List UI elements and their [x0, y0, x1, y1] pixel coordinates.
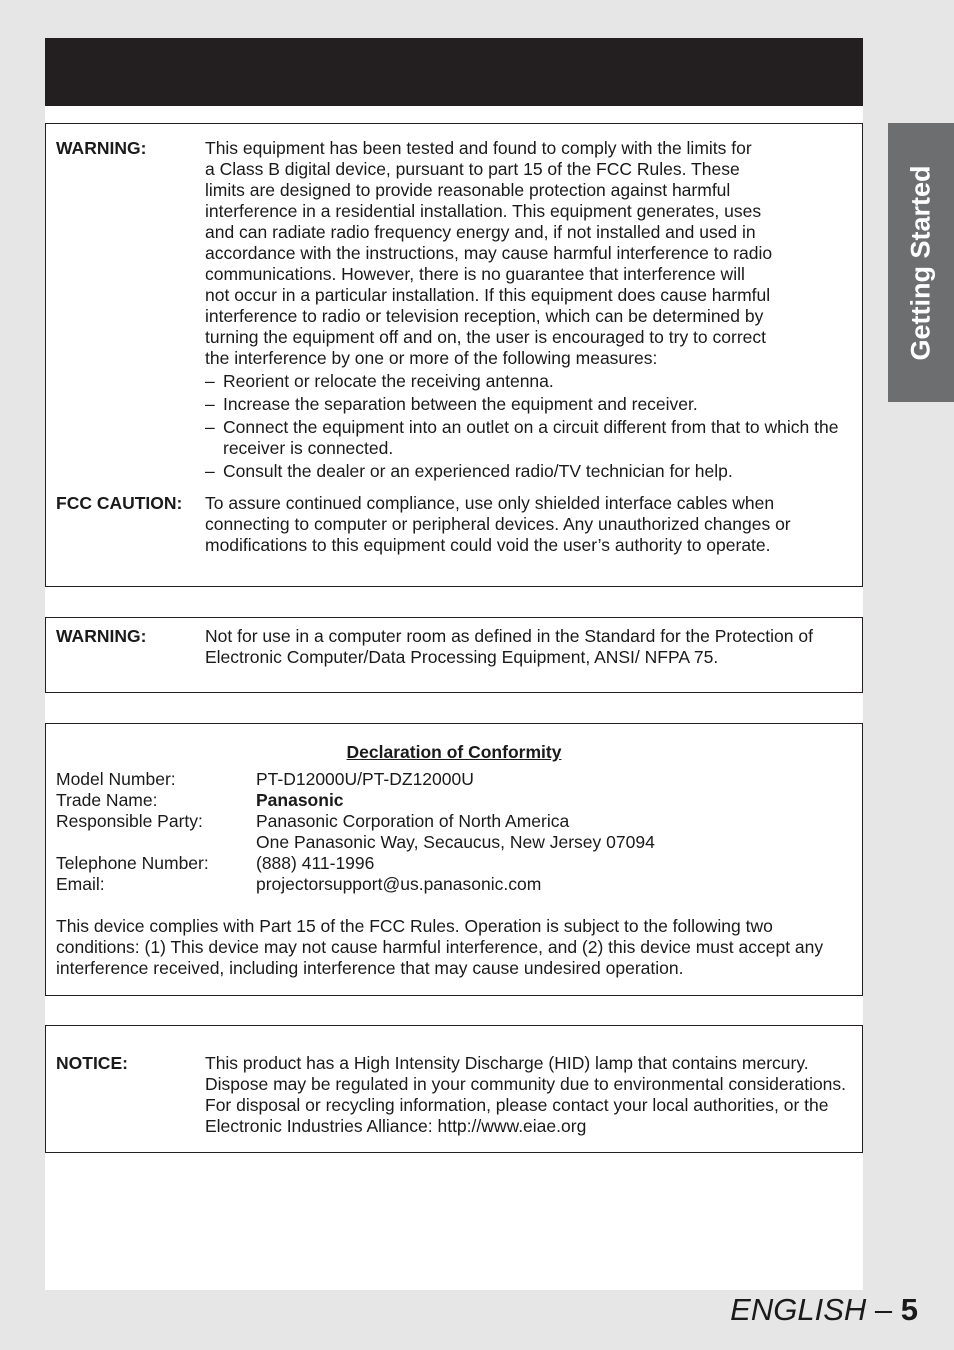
list-item: [205, 461, 858, 482]
measure-text: Consult the dealer or an experienced radio/TV technician for help.: [223, 461, 733, 481]
phone-label: Telephone Number:: [56, 853, 209, 873]
measure-text: Connect the equipment into an outlet on a circuit different from that to which the receiver is connected.: [223, 417, 839, 458]
dash-marker: –: [205, 461, 215, 481]
conformity-box: [45, 723, 863, 996]
trade-value: Panasonic: [256, 790, 344, 810]
list-item: [205, 371, 858, 392]
warning-line: This equipment has been tested and found to comply with the limits for: [205, 138, 752, 158]
warning-line: turning the equipment off and on, the user is encouraged to try to correct: [205, 327, 766, 347]
warning-line: interference in a residential installation. This equipment generates, uses: [205, 201, 762, 221]
notice-label: NOTICE:: [56, 1053, 128, 1073]
warning-line: accordance with the instructions, may cause harmful interference to radio: [205, 243, 773, 263]
footer-language: ENGLISH: [730, 1292, 867, 1327]
footer-separator: –: [866, 1292, 901, 1327]
page-footer: [730, 1292, 918, 1328]
list-item: [205, 394, 858, 415]
email-value: projectorsupport@us.panasonic.com: [256, 874, 542, 894]
warning-line: limits are designed to provide reasonable protection against harmful: [205, 180, 731, 200]
conformity-title: Declaration of Conformity: [346, 742, 562, 762]
notice-box: [45, 1025, 863, 1153]
nfpa-warning-text: Not for use in a computer room as defined in the Standard for the Protection of Electronic Computer/Data Processing Equipment, ANSI/ NFPA 75.: [205, 626, 813, 667]
nfpa-warning-box: [45, 617, 863, 693]
measure-text: Increase the separation between the equipment and receiver.: [223, 394, 698, 414]
notice-text: This product has a High Intensity Discharge (HID) lamp that contains mercury. Dispose may be regulated in your community due to environmental considerations. For disposal or recycling information, please contact your local authorities, or the Electronic Industries Alliance: http://www.eiae.org: [205, 1053, 847, 1136]
model-label: Model Number:: [56, 769, 176, 789]
warning-line: the interference by one or more of the following measures:: [205, 348, 658, 368]
dash-marker: –: [205, 394, 215, 414]
side-tab-label: Getting Started: [905, 165, 936, 361]
warning-line: not occur in a particular installation. If this equipment does cause harmful: [205, 285, 771, 305]
party-line2: One Panasonic Way, Secaucus, New Jersey 07094: [256, 832, 655, 852]
warning-text: [205, 138, 858, 484]
email-label: Email:: [56, 874, 105, 894]
warning-line: and can radiate radio frequency energy and, if not installed and used in: [205, 222, 756, 242]
party-line1: Panasonic Corporation of North America: [256, 811, 570, 831]
fcc-warning-box: [45, 123, 863, 587]
dash-marker: –: [205, 371, 215, 391]
fcc-caution-text: To assure continued compliance, use only shielded interface cables when connecting to computer or peripheral devices. Any unauthorized changes or modifications to this equipment could void the user’s authority to operate.: [205, 493, 791, 555]
warning-line: communications. However, there is no guarantee that interference will: [205, 264, 745, 284]
warning-label: WARNING:: [56, 626, 147, 646]
compliance-text: This device complies with Part 15 of the FCC Rules. Operation is subject to the following two conditions: (1) This device may not cause harmful interference, and (2) this device must accept any interference received, including interference that may cause undesired operation.: [56, 916, 824, 978]
warning-line: interference to radio or television reception, which can be determined by: [205, 306, 764, 326]
phone-value: (888) 411-1996: [256, 853, 375, 873]
header-bar: [45, 38, 863, 106]
warning-line: a Class B digital device, pursuant to part 15 of the FCC Rules. These: [205, 159, 740, 179]
page-number: 5: [900, 1292, 918, 1327]
dash-marker: –: [205, 417, 215, 437]
measures-list: [205, 371, 858, 482]
party-label: Responsible Party:: [56, 811, 203, 831]
model-value: PT-D12000U/PT-DZ12000U: [256, 769, 474, 789]
warning-label: WARNING:: [56, 138, 147, 158]
list-item: [205, 417, 858, 459]
measure-text: Reorient or relocate the receiving antenna.: [223, 371, 554, 391]
trade-label: Trade Name:: [56, 790, 158, 810]
fcc-caution-label: FCC CAUTION:: [56, 493, 183, 513]
side-tab: [888, 123, 954, 402]
